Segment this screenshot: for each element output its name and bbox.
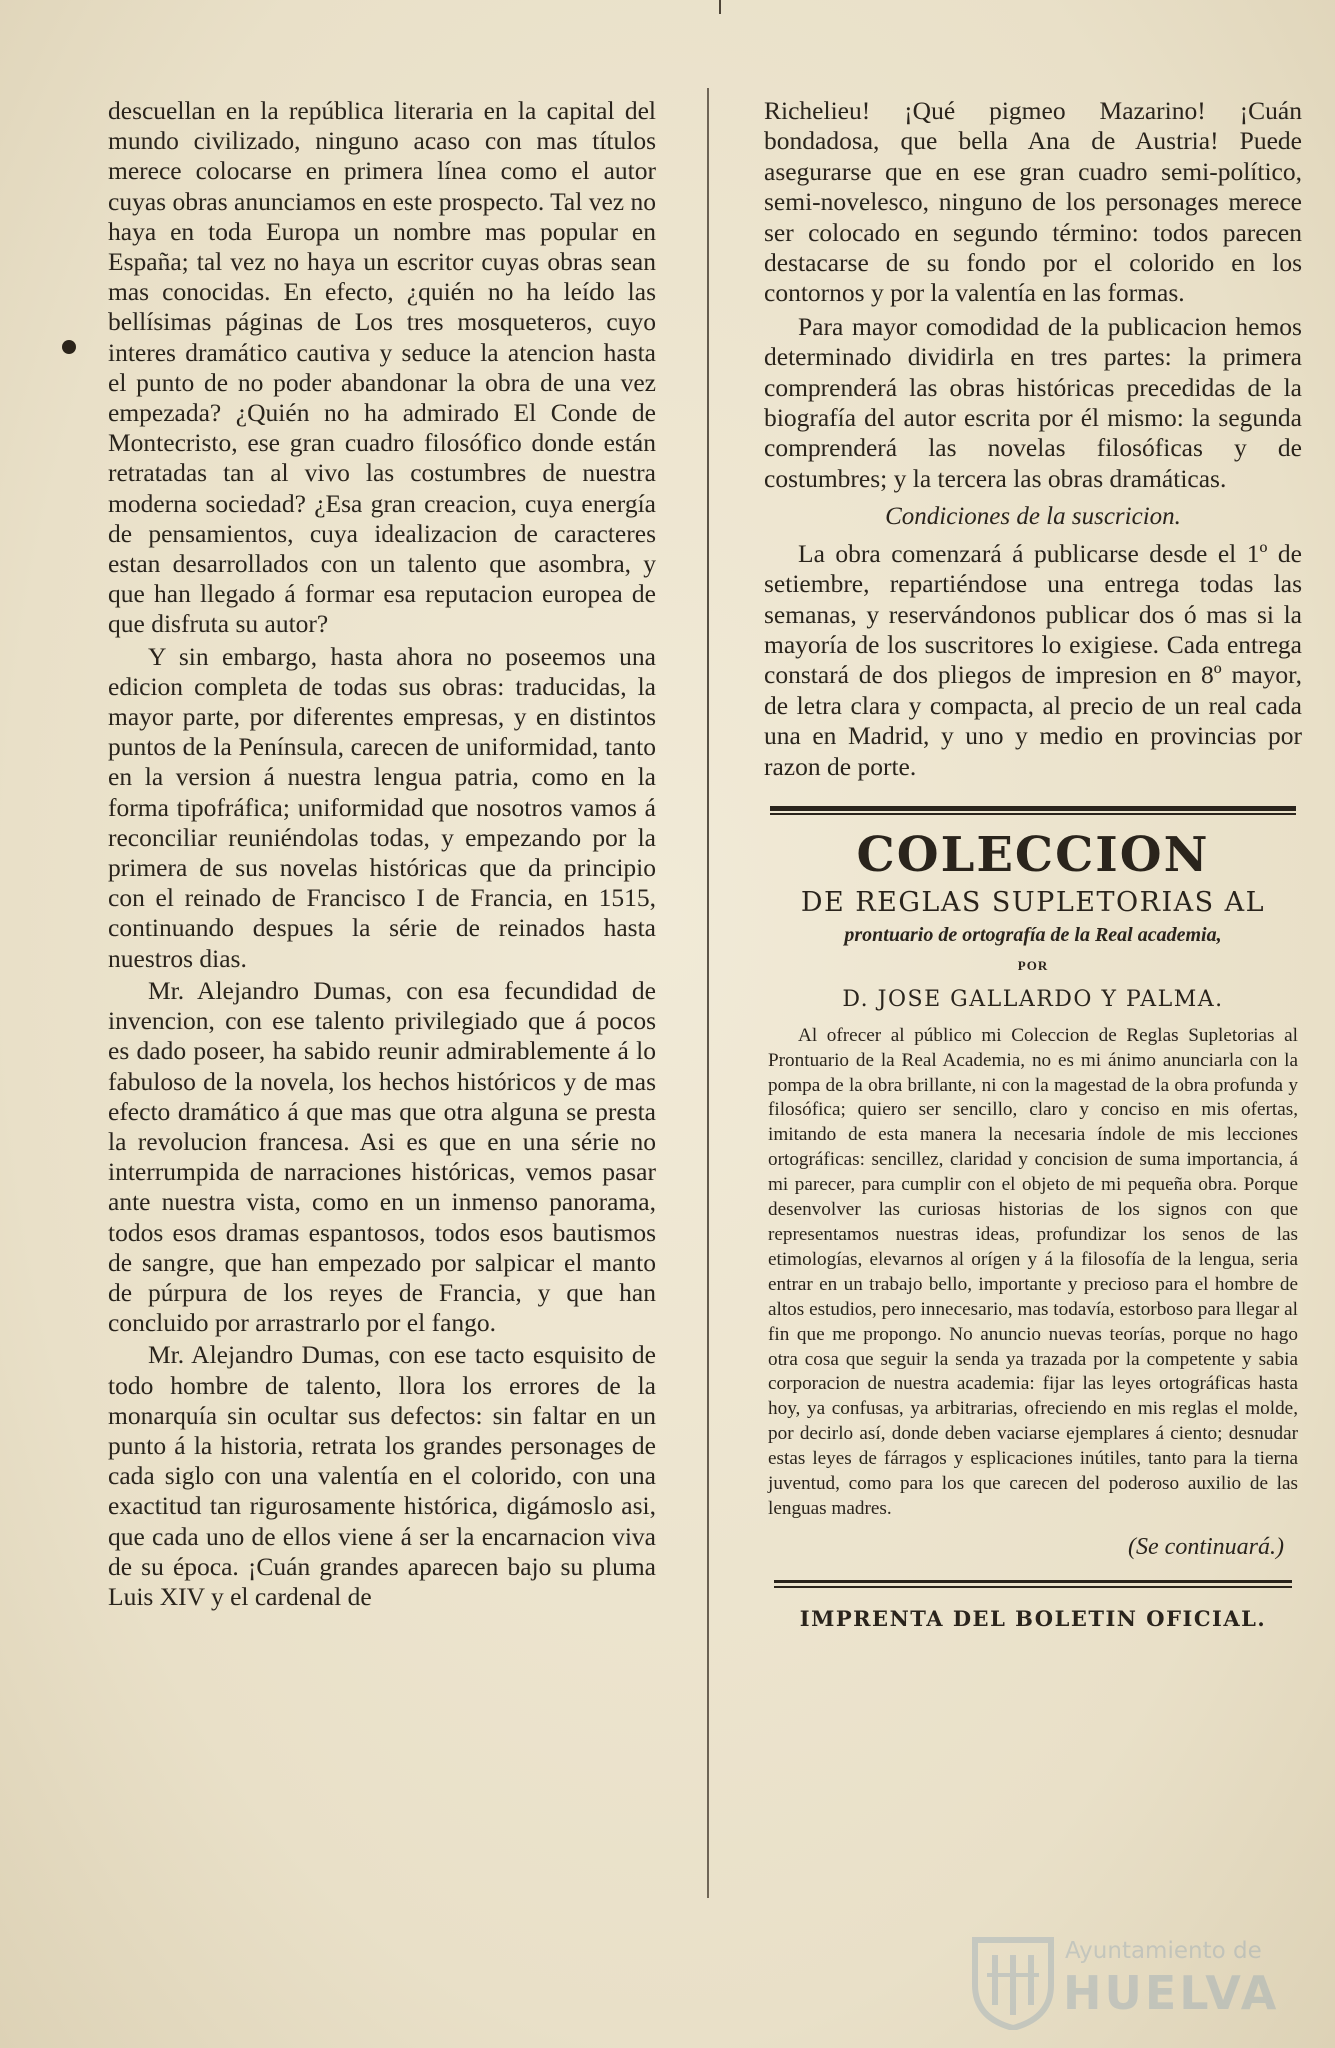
right-column <box>764 96 1302 1635</box>
announcement-author: D. JOSE GALLARDO Y PALMA. <box>842 987 1224 1013</box>
left-paragraph-1: descuellan en la república literaria en la capital del mundo civilizado, ninguno acaso con mas títulos merece colocarse en primera línea como el autor cuyas obras anunciamos en este prospecto. Tal vez no haya en toda Europa un nombre mas popular en España; tal vez no haya un escritor cuyas obras sean mas conocidas. En efecto, ¿quién no ha leído las bellísimas páginas de Los tres mosqueteros, cuyo interes dramático cautiva y seduce la atencion hasta el punto de no poder abandonar la obra de una vez empezada? ¿Quién no ha admirado El Conde de Montecristo, ese gran cuadro filosófico donde están retratadas tan al vivo las costumbres de nuestra moderna sociedad? ¿Esa gran creacion, cuya energía de pensamientos, cuya idealizacion de caracteres estan desarrollados con un talento que asombra, y que han llegado á formar esa reputacion europea de que disfruta su autor? <box>108 96 656 639</box>
left-paragraph-2: Y sin embargo, hasta ahora no poseemos una edicion completa de todas sus obras: traducidas, la mayor parte, por diferentes empresas, y en distintos puntos de la Península, carecen de uniformidad, tanto en la version á nuestra lengua patria, como en la forma tipofráfica; uniformidad que nosotros vamos á reconciliar reuniéndolas todas, y empezando por la primera de sus novelas históricas que da principio con el reinado de Francisco I de Francia, en 1515, continuando despues la série de reinados hasta nuestros dias. <box>108 641 656 973</box>
conditions-text: La obra comenzará á publicarse desde el 1º de setiembre, repartiéndose una entrega todas las semanas, y reservándonos publicar dos ó mas si la mayoría de los suscritores lo exigiese. Cada entrega constará de dos pliegos de impresion en 8º mayor, de letra clara y compacta, al precio de un real cada una en Madrid, y uno y medio en provincias por razon de porte. <box>764 538 1302 781</box>
announcement-italic-line: prontuario de ortografía de la Real academia, <box>844 923 1222 946</box>
announcement-por: POR <box>1017 957 1049 973</box>
continued-note: (Se continuará.) <box>1128 1533 1284 1560</box>
announcement-title: COLECCION <box>856 826 1210 883</box>
ink-blot <box>62 340 76 354</box>
left-paragraph-4: Mr. Alejandro Dumas, con ese tacto esquisito de todo hombre de talento, llora los errores de la monarquía sin ocultar sus defectos: sin faltar en un punto á la historia, retrata los grandes personages de cada siglo con una valentía en el colorido, con una exactitud tan rigurosamente histórica, digámoslo asi, que cada uno de ellos viene á ser la encarnacion viva de su época. ¡Cuán grandes aparecen bajo su pluma Luis XIV y el cardenal de <box>108 1340 656 1611</box>
announcement-body-text: Al ofrecer al público mi Coleccion de Reglas Supletorias al Prontuario de la Real Academia, no es mi ánimo anunciarla con la pompa de la obra brillante, ni con la magestad de la obra profunda y filosófica; quiero ser sencillo, claro y conciso en mis ofertas, imitando de esta manera la necesaria índole de mis lecciones ortográficas: sencillez, claridad y concision de suma importancia, á mi parecer, para cumplir con el objeto de mi pequeña obra. Porque desenvolver las curiosas historias de los signos con que representamos nuestras ideas, profundizar los senos de las etimologías, elevarnos al orígen y á la filosofía de la lengua, seria entrar en un trabajo bello, importante y precioso para el hombre de altos estudios, pero innecesario, mas todavía, estorboso para llegar al fin que me propongo. No anuncio nuevas teorías, porque no hago otra cosa que seguir la senda ya trazada por la competente y sabia corporacion de nuestra academia: fijar las leyes ortográficas hasta hoy, ya confusas, ya arbitrarias, ofreciendo en mis reglas el molde, por decirlo así, donde deben vaciarse ejemplares á ciento; desnudar estas leyes de fárragos y esplicaciones inútiles, tanto para la tierna juventud, como para los que carecen del poderoso auxilio de las lenguas madres. <box>768 1024 1298 1519</box>
page-edge-mark <box>719 0 721 14</box>
watermark-line1: Ayuntamiento de <box>1065 1938 1262 1964</box>
coat-of-arms-icon <box>965 1930 1061 2030</box>
watermark-logo <box>965 1930 1280 2030</box>
right-paragraph-2: Para mayor comodidad de la publicacion hemos determinado dividirla en tres partes: la primera comprenderá las obras históricas precedidas de la biografía del autor escrita por él mismo: la segunda comprenderá las novelas filosóficas y de costumbres; y la tercera las obras dramáticas. <box>764 311 1302 493</box>
imprint-line: IMPRENTA DEL BOLETIN OFICIAL. <box>799 1606 1267 1632</box>
section-rule <box>770 806 1296 815</box>
right-paragraph-1: Richelieu! ¡Qué pigmeo Mazarino! ¡Cuán bondadosa, que bella Ana de Austria! Puede asegurarse que en ese gran cuadro semi-político, semi-novelesco, ninguno de los personages merece ser colocado en segundo término: todos parecen destacarse de su fondo por el colorido en los contornos y por la valentía en las formas. <box>764 96 1302 308</box>
announcement-subtitle: DE REGLAS SUPLETORIAS AL <box>800 886 1266 918</box>
announcement-body <box>764 1024 1302 1522</box>
conditions-heading: Condiciones de la suscricion. <box>885 503 1181 531</box>
column-divider <box>707 88 709 1898</box>
left-column <box>108 96 656 1612</box>
bottom-rule <box>774 1580 1292 1590</box>
left-paragraph-3: Mr. Alejandro Dumas, con esa fecundidad de invencion, con ese talento privilegiado que á pocos es dado poseer, ha sabido reunir admirablemente á lo fabuloso de la novela, los hechos históricos y de mas efecto dramático á que mas que otra alguna se presta la revolucion francesa. Asi es que en una série no interrumpida de narraciones históricas, vemos pasar ante nuestra vista, como en un inmenso panorama, todos esos dramas espantosos, todos esos bautismos de sangre, que han empezado por salpicar el manto de púrpura de los reyes de Francia, y que han concluido por arrastrarlo por el fango. <box>108 975 656 1338</box>
watermark-line2: HUELVA <box>1063 1966 1280 2020</box>
